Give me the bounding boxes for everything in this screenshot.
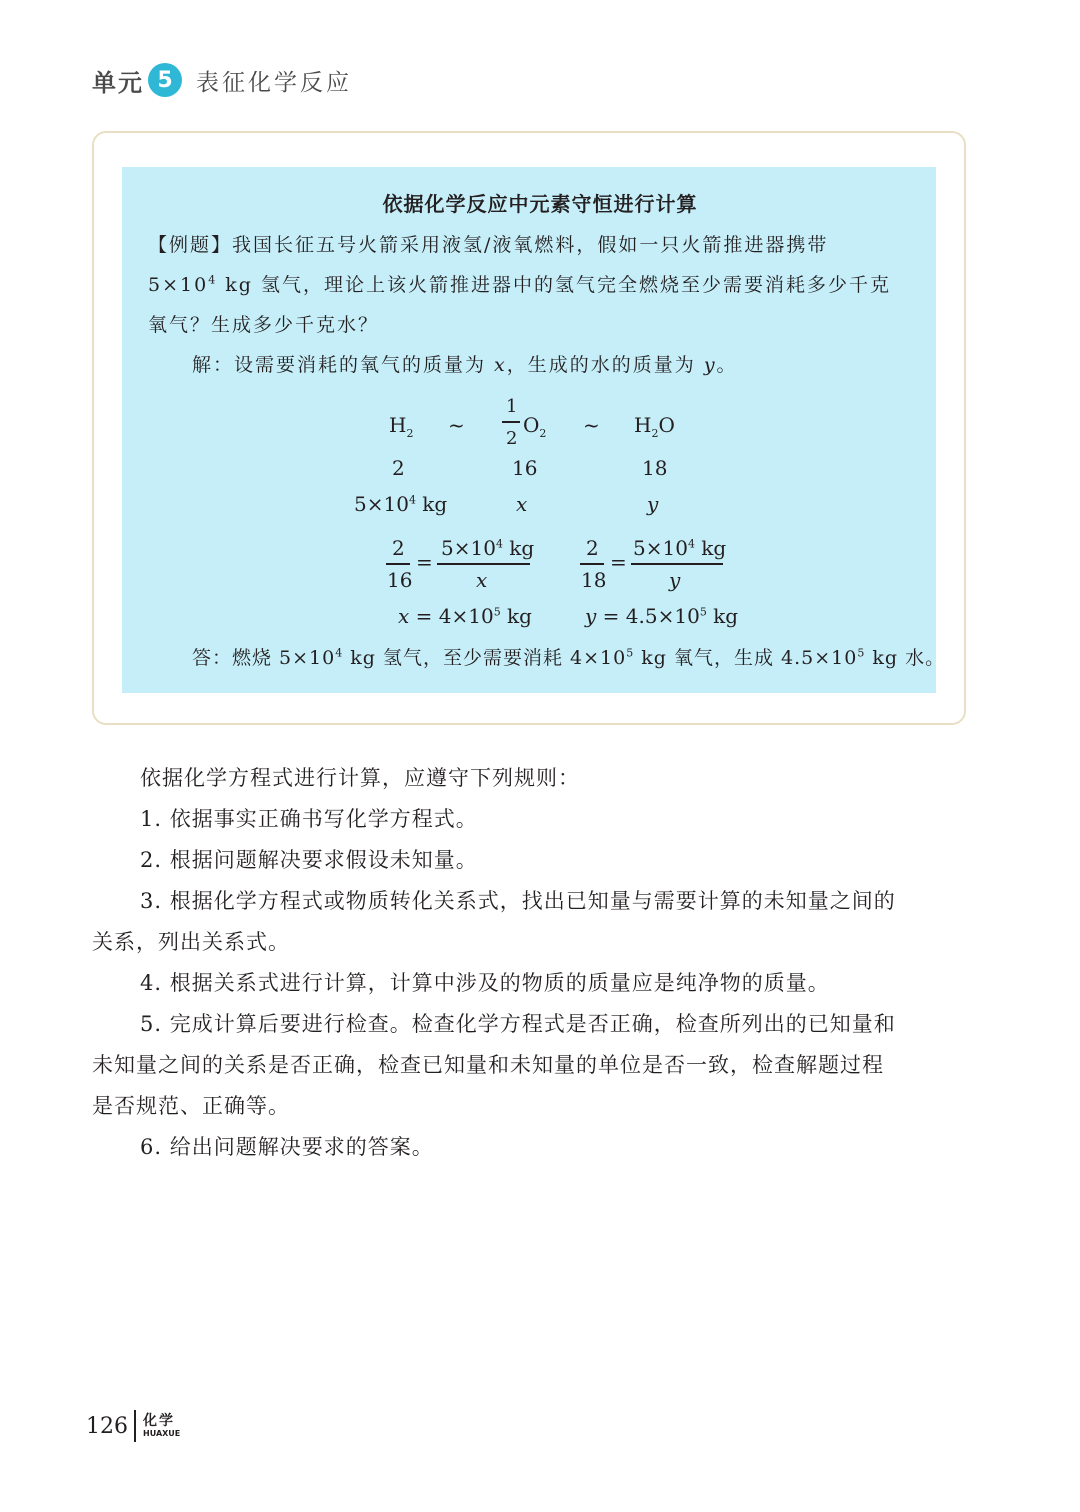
rule-3-line1: 3. 根据化学方程式或物质转化关系式，找出已知量与需要计算的未知量之间的 — [140, 889, 896, 913]
unit-title: 表征化学反应 — [196, 69, 352, 96]
rule-6: 6. 给出问题解决要求的答案。 — [140, 1135, 434, 1159]
example-title: 依据化学反应中元素守恒进行计算 — [382, 192, 698, 216]
eq2-equals: = — [610, 550, 627, 574]
subject-cn: 化学 — [143, 1413, 175, 1429]
page-number: 126 — [86, 1413, 128, 1439]
subject-brand — [143, 1414, 180, 1438]
unit-header — [92, 60, 352, 100]
eq2-right-numerator: $5\times 10^4$ kg — [633, 536, 727, 560]
answer-line: 答：燃烧 $5\times 10^4$ kg 氢气，至少需要消耗 $4\times 10^5$ kg 氧气，生成 $4.5\times 10^5$ kg 水。 — [192, 646, 946, 669]
example-question-line3: 氧气？生成多少千克水？ — [148, 314, 380, 336]
rule-1: 1. 依据事实正确书写化学方程式。 — [140, 807, 478, 831]
mass-h2: $5\times 10^4$ kg — [354, 492, 448, 516]
example-question-line1: 【例题】我国长征五号火箭采用液氢/液氧燃料，假如一只火箭推进器携带 — [148, 234, 829, 256]
footer-divider — [134, 1410, 136, 1442]
eq2-left-numerator: 2 — [586, 536, 599, 560]
rule-5-line1: 5. 完成计算后要进行检查。检查化学方程式是否正确，检查所列出的已知量和 — [140, 1012, 896, 1036]
mass-h2o-var: y — [647, 492, 659, 516]
eq1-right-denominator: x — [476, 568, 488, 592]
rule-5-line2: 未知量之间的关系是否正确，检查已知量和未知量的单位是否一致，检查解题过程 — [92, 1053, 884, 1077]
formula-h2o: $H_2O$ — [634, 413, 675, 440]
eq1-right-numerator: $5\times 10^4$ kg — [441, 536, 535, 560]
eq1-left-bar — [386, 563, 410, 565]
result-y: $y = 4.5\times 10^5$ kg — [585, 604, 739, 628]
formula-o2: $O_2$ — [523, 413, 547, 440]
eq2-right-denominator: y — [669, 568, 681, 592]
eq2-left-denominator: 18 — [581, 568, 607, 592]
eq1-left-numerator: 2 — [392, 536, 405, 560]
half-denominator: 2 — [506, 428, 518, 449]
eq2-right-bar — [631, 563, 723, 565]
rule-4: 4. 根据关系式进行计算，计算中涉及的物质的质量应是纯净物的质量。 — [140, 971, 830, 995]
subject-en: HUAXUE — [143, 1429, 181, 1438]
half-fraction-bar — [502, 421, 520, 423]
eq1-left-denominator: 16 — [387, 568, 413, 592]
rule-5-line3: 是否规范、正确等。 — [92, 1094, 290, 1118]
rule-2: 2. 根据问题解决要求假设未知量。 — [140, 848, 478, 872]
tilde-1: ~ — [448, 413, 465, 437]
unit-label: 单元 — [92, 68, 144, 97]
solution-intro: 解：设需要消耗的氧气的质量为 x，生成的水的质量为 y。 — [192, 354, 738, 376]
result-x: $x = 4\times 10^5$ kg — [398, 604, 532, 628]
formula-h2: $H_2$ — [389, 413, 414, 440]
rule-3-line2: 关系，列出关系式。 — [92, 930, 290, 954]
tilde-2: ~ — [583, 413, 600, 437]
page-footer — [86, 1410, 180, 1442]
half-numerator: 1 — [506, 396, 518, 417]
eq2-left-bar — [580, 563, 604, 565]
example-question-line2: $5\times 10^4$ kg 氢气，理论上该火箭推进器中的氢气完全燃烧至少需要消耗多少千克 — [148, 273, 891, 296]
unit-number-badge: 5 — [148, 63, 182, 97]
molar-mass-h2o: 18 — [642, 456, 668, 480]
eq1-equals: = — [416, 550, 433, 574]
mass-o2-var: x — [516, 492, 528, 516]
molar-mass-h2: 2 — [392, 456, 405, 480]
molar-mass-o2: 16 — [512, 456, 538, 480]
body-intro: 依据化学方程式进行计算，应遵守下列规则： — [140, 766, 580, 790]
eq1-right-bar — [437, 563, 530, 565]
